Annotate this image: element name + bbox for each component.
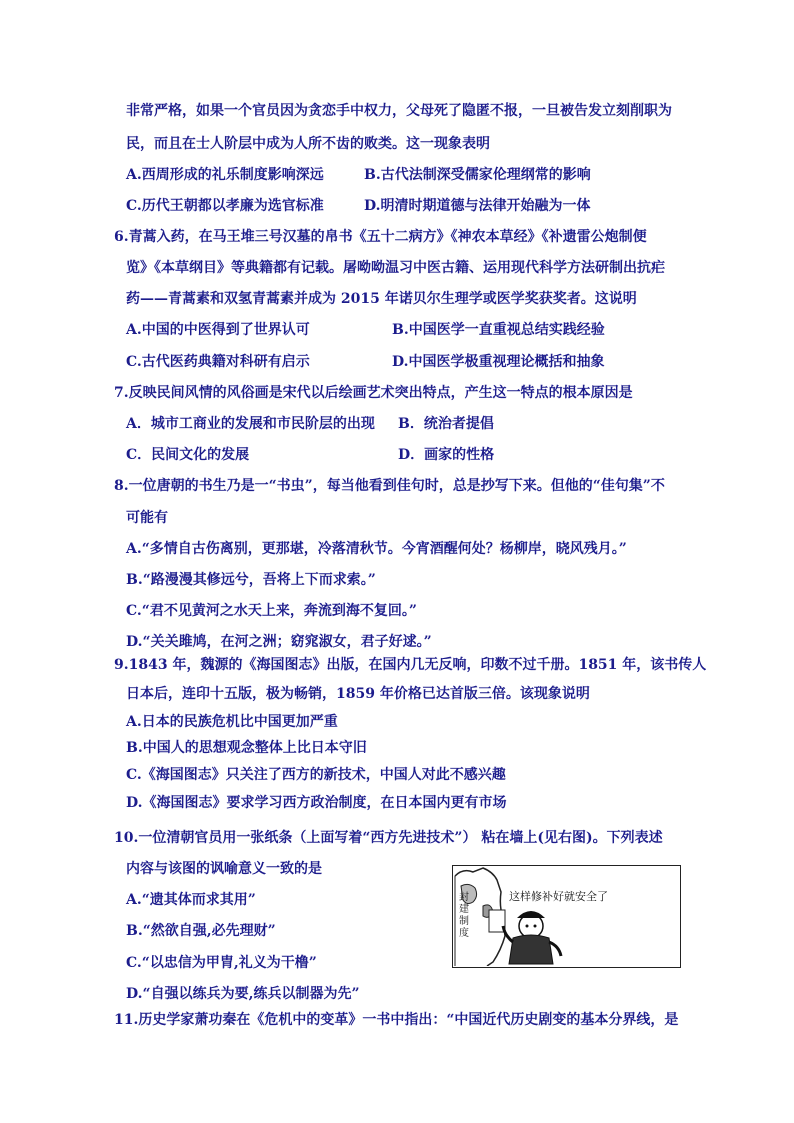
q5-option-b: B.古代法制深受儒家伦理纲常的影响	[364, 167, 591, 183]
q8-stem-line1: 8.一位唐朝的书生乃是一“书虫”，每当他看到佳句时，总是抄写下来。但他的“佳句集”不	[114, 478, 665, 494]
q6-stem-line1: 6.青蒿入药，在马王堆三号汉墓的帛书《五十二病方》《神农本草经》《补遗雷公炮制便	[114, 229, 647, 245]
cartoon-caption: 这样修补好就安全了	[509, 890, 608, 903]
q7-option-b: B．统治者提倡	[398, 416, 494, 432]
cartoon-drawing	[453, 866, 679, 966]
q8-option-a: A.“多情自古伤离别，更那堪，冷落清秋节。今宵酒醒何处？杨柳岸，晓风残月。”	[126, 541, 627, 557]
q5-option-c: C.历代王朝都以孝廉为选官标准	[126, 198, 324, 214]
q8-option-c: C.“君不见黄河之水天上来，奔流到海不复回。”	[126, 603, 417, 619]
q5-option-a: A.西周形成的礼乐制度影响深远	[126, 167, 324, 183]
q6-stem-line2: 览》《本草纲目》等典籍都有记载。屠呦呦温习中医古籍、运用现代科学方法研制出抗疟	[126, 260, 665, 276]
q8-option-d: D.“关关雎鸠，在河之洲；窈窕淑女，君子好逑。”	[126, 634, 432, 650]
q9-stem-line2: 日本后，连印十五版，极为畅销，1859 年价格已达首版三倍。该现象说明	[126, 686, 590, 702]
q10-option-b: B.“然欲自强,必先理财”	[126, 923, 276, 939]
q9-option-d: D.《海国图志》要求学习西方政治制度，在日本国内更有市场	[126, 795, 507, 811]
q9-option-a: A.日本的民族危机比中国更加严重	[126, 714, 338, 730]
q8-stem-line2: 可能有	[126, 510, 168, 526]
q11-stem-line1: 11.历史学家萧功秦在《危机中的变革》一书中指出：“中国近代历史剧变的基本分界线，是	[114, 1012, 679, 1028]
q6-option-b: B.中国医学一直重视总结实践经验	[392, 322, 605, 338]
q5-stem-line1: 非常严格，如果一个官员因为贪恋手中权力，父母死了隐匿不报，一旦被告发立刻削职为	[126, 103, 672, 119]
q9-option-c: C.《海国图志》只关注了西方的新技术，中国人对此不感兴趣	[126, 767, 506, 783]
q10-cartoon	[452, 865, 681, 968]
q7-option-a: A．城市工商业的发展和市民阶层的出现	[126, 416, 375, 432]
q6-option-c: C.古代医药典籍对科研有启示	[126, 354, 310, 370]
q5-stem-line2: 民，而且在士人阶层中成为人所不齿的败类。这一现象表明	[126, 136, 490, 152]
q10-stem-line2: 内容与该图的讽喻意义一致的是	[126, 861, 322, 877]
q7-option-c: C．民间文化的发展	[126, 447, 250, 463]
q7-stem-line1: 7.反映民间风情的风俗画是宋代以后绘画艺术突出特点，产生这一特点的根本原因是	[114, 385, 633, 401]
q9-stem-line1: 9.1843 年，魏源的《海国图志》出版，在国内几无反响，印数不过千册。1851 年，该书传人	[114, 657, 707, 673]
q8-option-b: B.“路漫漫其修远兮，吾将上下而求索。”	[126, 572, 376, 588]
q10-option-a: A.“遗其体而求其用”	[126, 892, 256, 908]
cartoon-wall-label: 封建制度	[459, 892, 469, 939]
q10-stem-line1: 10.一位清朝官员用一张纸条（上面写着“西方先进技术”） 粘在墙上(见右图)。下列表述	[114, 830, 663, 846]
q6-stem-line3: 药——青蒿素和双氢青蒿素并成为 2015 年诺贝尔生理学或医学奖获奖者。这说明	[126, 291, 637, 307]
q6-option-d: D.中国医学极重视理论概括和抽象	[392, 354, 605, 370]
q5-option-d: D.明清时期道德与法律开始融为一体	[364, 198, 591, 214]
q7-option-d: D．画家的性格	[398, 447, 495, 463]
q10-option-c: C.“以忠信为甲胄,礼义为干橹”	[126, 955, 317, 971]
q6-option-a: A.中国的中医得到了世界认可	[126, 322, 310, 338]
q10-option-d: D.“自强以练兵为要,练兵以制器为先”	[126, 986, 360, 1002]
q9-option-b: B.中国人的思想观念整体上比日本守旧	[126, 740, 367, 756]
